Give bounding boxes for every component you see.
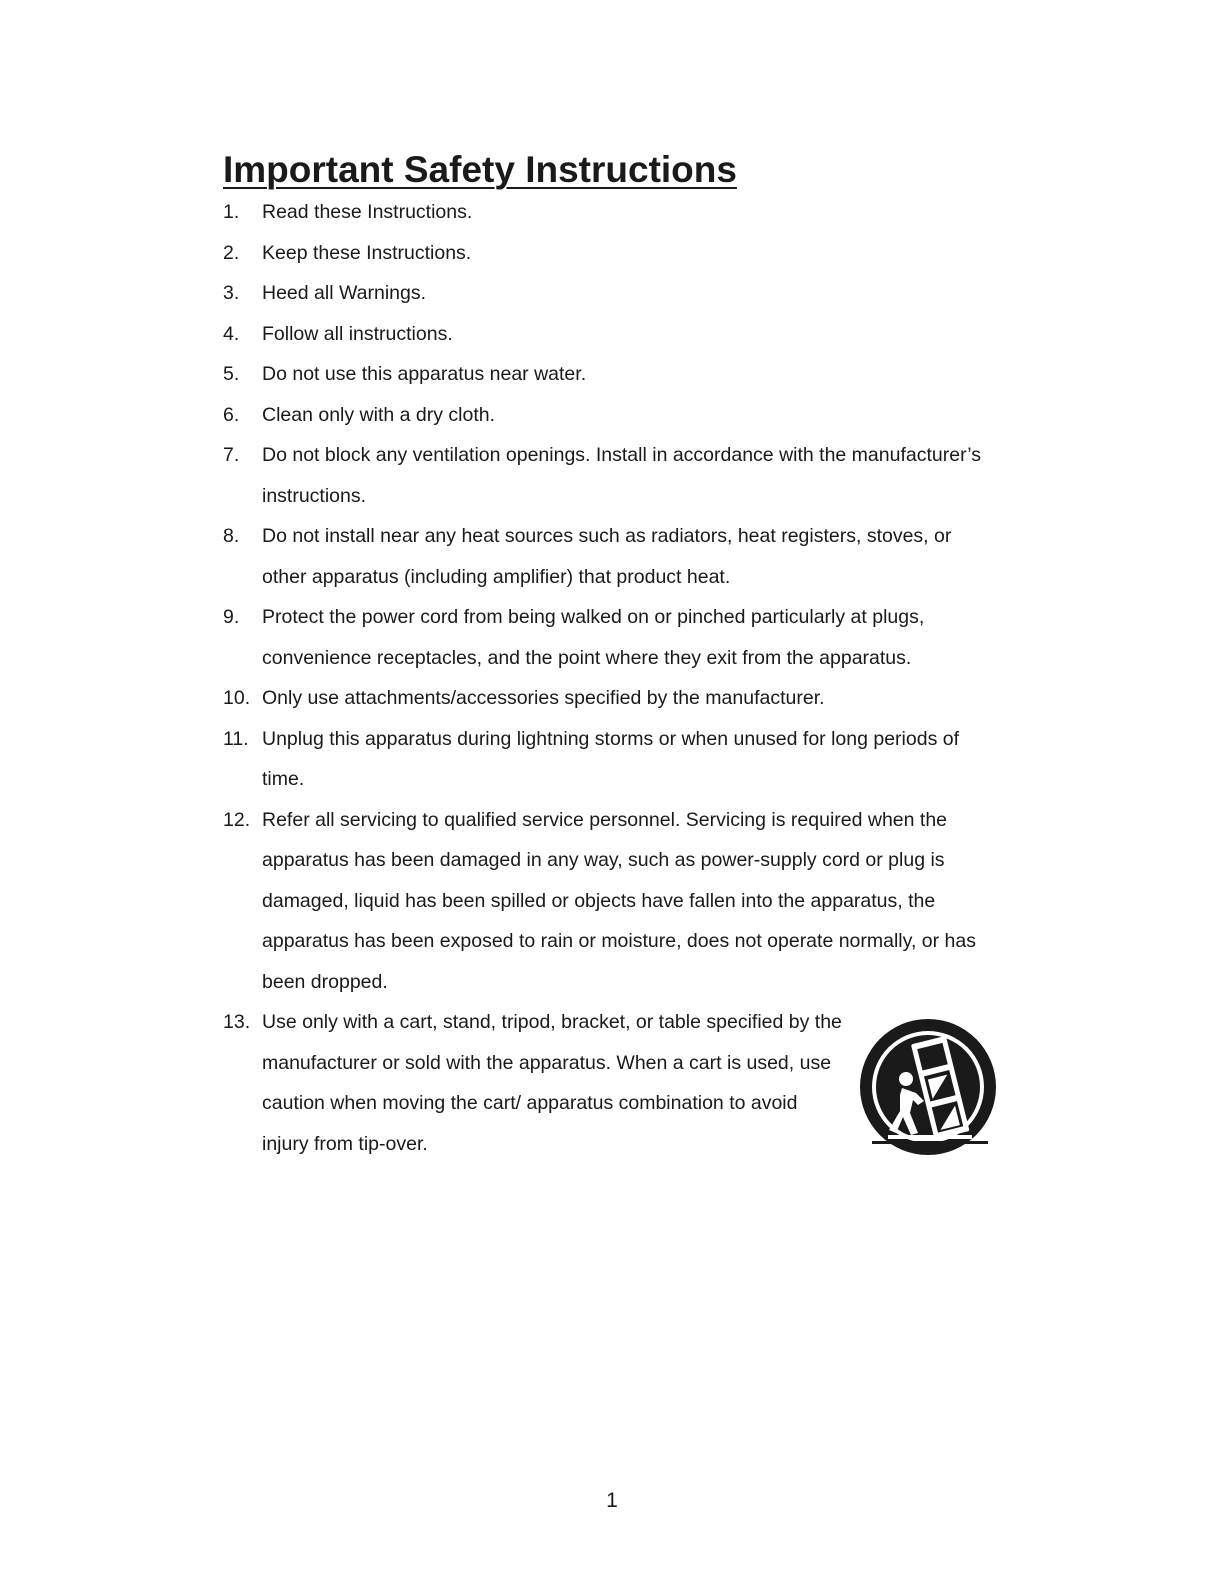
instruction-text: Do not install near any heat sources such as radiators, heat registers, stoves, or other apparatus (including amplifier) that product heat.: [262, 525, 952, 588]
instruction-number: 10.: [223, 687, 251, 709]
page-number: 1: [606, 1489, 618, 1512]
instruction-text: Follow all instructions.: [262, 322, 453, 345]
cart-tip-over-warning-icon: [858, 1017, 1000, 1159]
instruction-item-2: [223, 233, 983, 274]
instruction-item-5: [223, 354, 983, 395]
instruction-text: Keep these Instructions.: [262, 241, 472, 264]
instruction-item-11: [223, 719, 983, 800]
instruction-text: Protect the power cord from being walked on or pinched particularly at plugs, convenience receptacles, and the point where they exit from the apparatus.: [262, 606, 925, 669]
instruction-item-1: [223, 192, 983, 233]
instruction-text: Unplug this apparatus during lightning storms or when unused for long periods of time.: [262, 727, 960, 790]
instruction-text: Do not block any ventilation openings. Install in accordance with the manufacturer’s instructions.: [262, 444, 982, 507]
instruction-item-6: [223, 395, 983, 436]
instruction-item-9: [223, 597, 983, 678]
instruction-item-12: [223, 800, 983, 1003]
instruction-number: 11.: [223, 727, 249, 750]
instruction-text: Do not use this apparatus near water.: [262, 363, 587, 385]
instruction-item-4: [223, 314, 983, 355]
instruction-number: 6.: [223, 403, 240, 426]
instruction-text: Only use attachments/accessories specified by the manufacturer.: [262, 687, 825, 709]
instruction-number: 8.: [223, 525, 240, 547]
instruction-text: Clean only with a dry cloth.: [262, 403, 496, 426]
instruction-item-7: [223, 435, 983, 516]
instruction-text: Use only with a cart, stand, tripod, bracket, or table specified by the manufacturer or sold with the apparatus. When a cart is used, use caution when moving the cart/ apparatus combination to avoid injury from tip-over.: [262, 1011, 842, 1155]
instruction-number: 12.: [223, 808, 251, 831]
page-title: Important Safety Instructions: [223, 149, 737, 190]
instruction-number: 7.: [223, 444, 240, 466]
instruction-number: 1.: [223, 201, 240, 223]
instruction-number: 2.: [223, 241, 240, 264]
instruction-number: 3.: [223, 282, 240, 304]
instruction-item-8: [223, 516, 983, 597]
instruction-text: Heed all Warnings.: [262, 282, 427, 304]
instruction-number: 9.: [223, 606, 240, 628]
instruction-text: Read these Instructions.: [262, 201, 473, 223]
instruction-item-10: [223, 678, 983, 719]
instruction-number: 13.: [223, 1011, 251, 1033]
instruction-text: Refer all servicing to qualified service personnel. Servicing is required when the apparatus has been damaged in any way, such as power-supply cord or plug is damaged, liquid has been spilled or objects have fallen into the apparatus, the apparatus has been exposed to rain or moisture, does not operate normally, or has been dropped.: [262, 808, 976, 993]
instruction-item-3: [223, 273, 983, 314]
instruction-number: 4.: [223, 322, 240, 345]
instruction-number: 5.: [223, 363, 240, 385]
